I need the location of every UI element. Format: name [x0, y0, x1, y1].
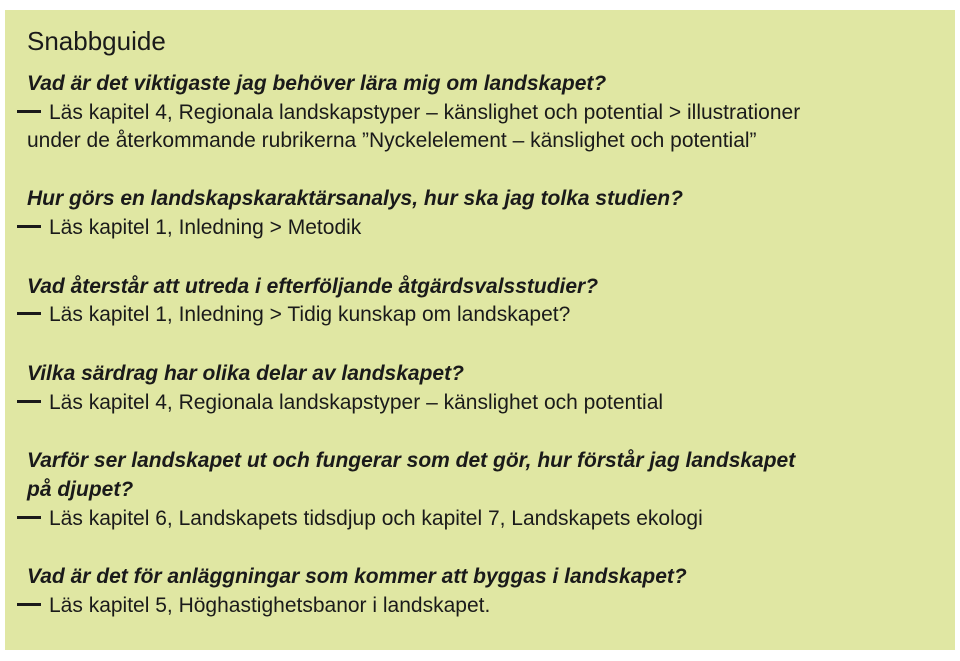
- page-title: Snabbguide: [27, 26, 166, 56]
- answer-4: Läs kapitel 4, Regionala landskapstyper – känslighet och potential: [27, 388, 663, 417]
- answer-6: Läs kapitel 5, Höghastighetsbanor i landskapet.: [27, 591, 490, 620]
- quick-guide-panel: [5, 10, 955, 650]
- dash-icon: [17, 225, 41, 228]
- question-5-line-1: Varför ser landskapet ut och fungerar som det gör, hur förstår jag landskapet: [27, 449, 796, 472]
- answer-3: Läs kapitel 1, Inledning > Tidig kunskap om landskapet?: [27, 300, 570, 329]
- dash-icon: [17, 516, 41, 519]
- answer-5: Läs kapitel 6, Landskapets tidsdjup och kapitel 7, Landskapets ekologi: [27, 504, 703, 533]
- question-2: Hur görs en landskapskaraktärsanalys, hur ska jag tolka studien?: [27, 187, 683, 210]
- dash-icon: [17, 110, 41, 113]
- question-6: Vad är det för anläggningar som kommer att byggas i landskapet?: [27, 565, 687, 588]
- question-4: Vilka särdrag har olika delar av landskapet?: [27, 362, 464, 385]
- answer-1-line-2: under de återkommande rubrikerna ”Nyckelelement – känslighet och potential”: [27, 129, 757, 152]
- question-1: Vad är det viktigaste jag behöver lära mig om landskapet?: [27, 72, 607, 95]
- question-5-line-2: på djupet?: [27, 478, 134, 501]
- dash-icon: [17, 312, 41, 315]
- question-3: Vad återstår att utreda i efterföljande åtgärdsvalsstudier?: [27, 275, 599, 298]
- answer-1-line-1: Läs kapitel 4, Regionala landskapstyper – känslighet och potential > illustrationer: [27, 98, 800, 127]
- dash-icon: [17, 603, 41, 606]
- answer-2: Läs kapitel 1, Inledning > Metodik: [27, 213, 361, 242]
- dash-icon: [17, 400, 41, 403]
